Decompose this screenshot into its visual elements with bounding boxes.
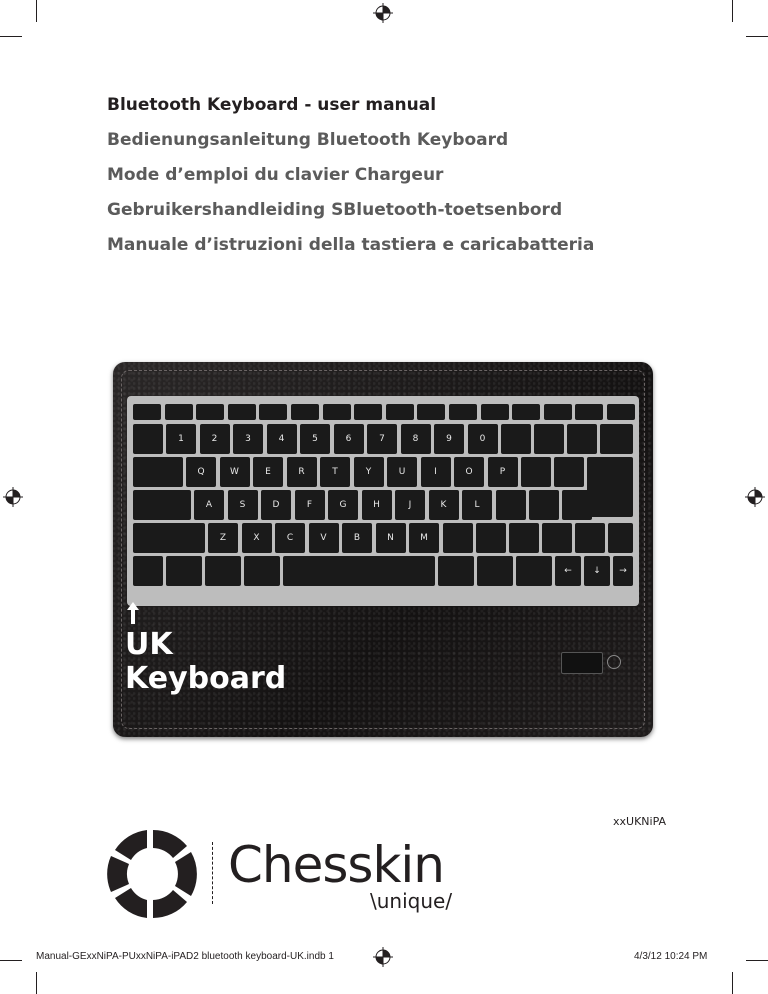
key-shift-right (608, 523, 633, 553)
key-x: X (242, 523, 272, 553)
key-slash (509, 523, 539, 553)
function-key (228, 404, 256, 420)
key-6: 6 (334, 424, 364, 454)
key-caps-lock (133, 490, 191, 520)
title-italian: Manuale d’istruzioni della tastiera e caricabatteria (107, 235, 595, 255)
key-b: B (342, 523, 372, 553)
key-arrow-down: ↓ (584, 556, 610, 586)
key-control-left (166, 556, 202, 586)
key-z: Z (208, 523, 238, 553)
key-s: S (228, 490, 258, 520)
brand-tagline: \unique/ (370, 889, 453, 913)
key-option-right (477, 556, 513, 586)
key-home (562, 490, 592, 520)
key-end (542, 523, 572, 553)
key-u: U (387, 457, 417, 487)
keyboard-case-image (113, 362, 653, 737)
function-key (607, 404, 635, 420)
key-2: 2 (200, 424, 230, 454)
registration-mark-top (373, 3, 393, 23)
key-m: M (409, 523, 439, 553)
key-option-left (205, 556, 241, 586)
key-y: Y (354, 457, 384, 487)
logo-divider (212, 842, 213, 904)
crop-mark-top-right-v (732, 0, 733, 22)
crop-mark-top-right-h (746, 36, 768, 37)
keyboard (127, 396, 639, 606)
key-g: G (328, 490, 358, 520)
key-i: I (421, 457, 451, 487)
key-5: 5 (300, 424, 330, 454)
key-bracket-open (521, 457, 551, 487)
key-arrow-left: ← (555, 556, 581, 586)
key-8: 8 (401, 424, 431, 454)
key-n: N (376, 523, 406, 553)
function-key (417, 404, 445, 420)
key-3: 3 (233, 424, 263, 454)
model-code: xxUKNiPA (613, 815, 667, 828)
registration-mark-left (3, 487, 23, 507)
key-t: T (320, 457, 350, 487)
key-tab (133, 457, 183, 487)
function-key (259, 404, 287, 420)
key-equals (534, 424, 564, 454)
key-l: L (462, 490, 492, 520)
key-shift-left (133, 523, 205, 553)
chesskin-logo-icon (107, 828, 199, 920)
function-key (386, 404, 414, 420)
key-j: J (395, 490, 425, 520)
key-comma (443, 523, 473, 553)
key-1: 1 (166, 424, 196, 454)
bluetooth-connect-panel (561, 652, 603, 674)
title-dutch: Gebruikershandleiding SBluetooth-toetsenbord (107, 200, 563, 220)
key-semicolon (496, 490, 526, 520)
key-delete (600, 424, 633, 454)
uk-label-line1: UK (125, 627, 173, 662)
key-backslash (567, 424, 597, 454)
key-f: F (295, 490, 325, 520)
function-key (165, 404, 193, 420)
function-key (133, 404, 161, 420)
crop-mark-top-left-h (0, 36, 22, 37)
key-command-right (438, 556, 474, 586)
function-key (449, 404, 477, 420)
footer-file-name: Manual-GExxNiPA-PUxxNiPA-iPAD2 bluetooth keyboard-UK.indb 1 (36, 951, 334, 962)
key-4: 4 (267, 424, 297, 454)
key-period (476, 523, 506, 553)
crop-mark-bottom-right-h (746, 960, 768, 961)
function-key (544, 404, 572, 420)
crop-mark-bottom-right-v (732, 972, 733, 994)
function-key (481, 404, 509, 420)
key-e: E (253, 457, 283, 487)
key-a: A (194, 490, 224, 520)
key-q: Q (186, 457, 216, 487)
key-minus (501, 424, 531, 454)
key-o: O (454, 457, 484, 487)
function-key (512, 404, 540, 420)
uk-label-line2: Keyboard (125, 661, 287, 696)
function-key (354, 404, 382, 420)
key-command-left (244, 556, 280, 586)
key-backtick (133, 424, 163, 454)
crop-mark-bottom-left-h (0, 960, 22, 961)
key-h: H (362, 490, 392, 520)
key-p: P (488, 457, 518, 487)
key-bracket-close (554, 457, 584, 487)
key-d: D (261, 490, 291, 520)
registration-mark-right (745, 487, 765, 507)
uk-keyboard-label (125, 628, 286, 696)
title-french: Mode d’emploi du clavier Chargeur (107, 165, 444, 185)
title-english: Bluetooth Keyboard - user manual (107, 95, 437, 115)
power-icon (607, 655, 621, 669)
key-0: 0 (468, 424, 498, 454)
key-control-right (516, 556, 552, 586)
key-7: 7 (367, 424, 397, 454)
key-w: W (220, 457, 250, 487)
key-page-up (575, 523, 605, 553)
function-key (575, 404, 603, 420)
key-enter (587, 457, 633, 517)
key-9: 9 (434, 424, 464, 454)
key-v: V (309, 523, 339, 553)
key-arrow-right: → (613, 556, 633, 586)
crop-mark-bottom-left-v (36, 972, 37, 994)
key-quote (529, 490, 559, 520)
function-key (323, 404, 351, 420)
key-r: R (287, 457, 317, 487)
function-key (291, 404, 319, 420)
title-german: Bedienungsanleitung Bluetooth Keyboard (107, 130, 509, 150)
function-key (196, 404, 224, 420)
brand-name: Chesskin (228, 836, 444, 894)
footer-timestamp: 4/3/12 10:24 PM (634, 951, 708, 962)
key-fn (133, 556, 163, 586)
key-c: C (275, 523, 305, 553)
registration-mark-bottom (373, 947, 393, 967)
crop-mark-top-left-v (36, 0, 37, 22)
key-space (283, 556, 435, 586)
key-k: K (429, 490, 459, 520)
arrow-up-icon (127, 602, 139, 624)
